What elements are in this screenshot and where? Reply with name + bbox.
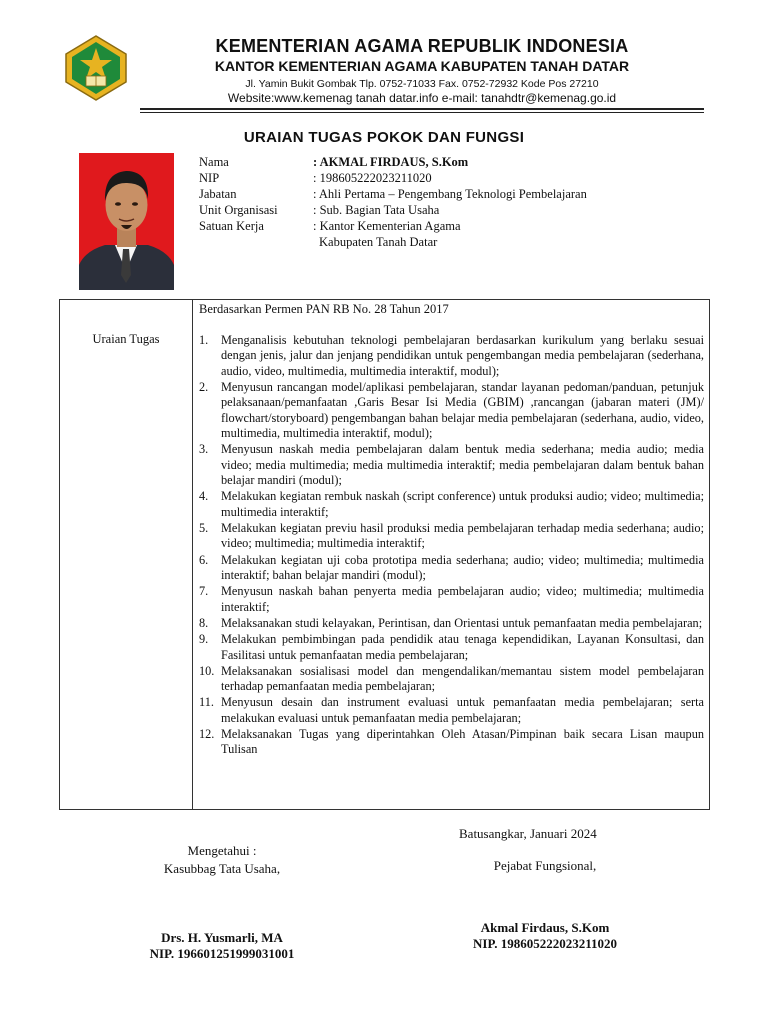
duties-table-divider: [192, 299, 193, 810]
office-name: KANTOR KEMENTERIAN AGAMA KABUPATEN TANAH DATAR: [214, 58, 630, 74]
list-item-text: Menyusun rancangan model/aplikasi pembelajaran, standar layanan pedoman/panduan, petunjuk pelaksanaan/pemanfaatan ,Garis Besar Isi Media (GBIM) ,rancangan (jabaran materi (JM)/ flowchart/storyboard) pengembangan bahan belajar media pembelajaran (sederhana, audio, video, multimedia, multimedia interaktif, modul);: [221, 380, 704, 441]
list-item: [199, 553, 704, 584]
list-item-text: Melakukan kegiatan uji coba prototipa media sederhana; audio; video; multimedia; multimedia interaktif; bahan belajar mandiri (modul);: [221, 552, 704, 583]
left-signature-heading: Mengetahui :: [187, 843, 257, 858]
duties-label: Uraian Tugas: [92, 332, 160, 346]
list-item-number: 8.: [199, 615, 209, 630]
right-signature-name: Akmal Firdaus, S.Kom: [480, 920, 610, 935]
duties-list: [199, 333, 704, 759]
left-signature-role: Kasubbag Tata Usaha,: [163, 861, 281, 876]
left-signature-name: Drs. H. Yusmarli, MA: [161, 930, 283, 945]
list-item-number: 10.: [199, 663, 215, 678]
list-item: [199, 521, 704, 552]
list-item-number: 11.: [199, 695, 214, 710]
identity-label: Nama: [199, 155, 229, 169]
list-item-number: 1.: [199, 333, 209, 347]
list-item-number: 12.: [199, 726, 215, 741]
list-item-text: Menyusun naskah bahan penyerta media pembelajaran audio; video; multimedia; multimedia interaktif;: [221, 584, 704, 614]
list-item-text: Melaksanakan Tugas yang diperintahkan Oleh Atasan/Pimpinan baik secara Lisan maupun Tulisan: [221, 726, 704, 757]
list-item: [199, 695, 704, 726]
person-portrait-icon: [79, 153, 174, 290]
list-item-number: 7.: [199, 584, 209, 599]
list-item-text: Menganalisis kebutuhan teknologi pembelajaran berdasarkan kurikulum yang berlaku sesuai dengan jenis, jalur dan jenjang pendidikan untuk pengembangan media pembelajaran (sederhana, audio, video, multimedia, multimedia interaktif, modul);: [221, 333, 704, 378]
identity-label: Jabatan: [199, 187, 237, 201]
identity-value: : Ahli Pertama – Pengembang Teknologi Pembelajaran: [313, 187, 587, 201]
right-signature-role: Pejabat Fungsional,: [493, 858, 597, 873]
list-item-text: Melakukan kegiatan rembuk naskah (script conference) untuk produksi audio; video; multimedia; multimedia interaktif;: [221, 489, 704, 519]
identity-value: Kabupaten Tanah Datar: [319, 235, 438, 249]
list-item-text: Melakukan pembimbingan pada pendidik atau tenaga kependidikan, Layanan Konsultasi, dan Fasilitasi untuk pemanfaatan media pembelajaran;: [221, 632, 704, 662]
identity-label: Satuan Kerja: [199, 219, 264, 233]
identity-label: Unit Organisasi: [199, 203, 278, 217]
left-signature-nip: NIP. 196601251999031001: [149, 946, 295, 961]
list-item-number: 5.: [199, 521, 209, 536]
duties-intro: Berdasarkan Permen PAN RB No. 28 Tahun 2017: [199, 302, 449, 316]
list-item-number: 4.: [199, 489, 209, 504]
list-item-text: Melaksanakan sosialisasi model dan mengendalikan/memantau sistem model pembelajaran terhadap pemanfaatan media pembelajaran;: [221, 663, 704, 694]
list-item: [199, 489, 704, 520]
identity-value: : Sub. Bagian Tata Usaha: [313, 203, 440, 217]
list-item: [199, 616, 704, 631]
person-portrait-photo: [79, 153, 174, 290]
identity-value: : AKMAL FIRDAUS, S.Kom: [313, 155, 469, 169]
document-title: URAIAN TUGAS POKOK DAN FUNGSI: [243, 129, 525, 146]
identity-value: : Kantor Kementerian Agama: [313, 219, 461, 233]
list-item-number: 9.: [199, 632, 209, 647]
ministry-name: KEMENTERIAN AGAMA REPUBLIK INDONESIA: [215, 36, 629, 56]
ministry-emblem-icon: [60, 34, 132, 102]
identity-label: NIP: [199, 171, 220, 185]
place-date: Batusangkar, Januari 2024: [459, 826, 597, 841]
list-item: [199, 333, 704, 379]
list-item-text: Melaksanakan studi kelayakan, Perintisan, dan Orientasi untuk pemanfaatan media pembelajaran;: [221, 615, 703, 630]
list-item: [199, 584, 704, 615]
identity-value: : 198605222023211020: [313, 171, 432, 185]
right-signature-nip: NIP. 198605222023211020: [473, 936, 617, 951]
list-item-text: Menyusun desain dan instrument evaluasi untuk pemanfaatan media pembelajaran; serta melakukan evaluasi untuk pemanfaatan media pembelajaran;: [221, 695, 704, 725]
list-item-text: Melakukan kegiatan previu hasil produksi media pembelajaran terhadap media sederhana; audio; video; multimedia; multimedia interaktif;: [221, 521, 704, 551]
header-rule-thick: [140, 108, 704, 110]
list-item-text: Menyusun naskah media pembelajaran dalam bentuk media sederhana; media audio; media video; media multimedia; media multimedia interaktif; media pembelajaran dalam bentuk bahan belajar mandiri (modul);: [221, 442, 704, 488]
list-item: [199, 632, 704, 663]
list-item: [199, 664, 704, 695]
list-item-number: 6.: [199, 552, 209, 567]
list-item: [199, 727, 704, 758]
list-item-number: 3.: [199, 442, 209, 457]
header-rule-thin: [140, 112, 704, 113]
list-item: [199, 380, 704, 442]
office-website: Website:www.kemenag tanah datar.info e-mail: tanahdtr@kemenag.go.id: [227, 91, 617, 105]
list-item-number: 2.: [199, 380, 209, 395]
office-address: Jl. Yamin Bukit Gombak Tlp. 0752-71033 Fax. 0752-72932 Kode Pos 27210: [245, 78, 599, 90]
list-item: [199, 442, 704, 488]
